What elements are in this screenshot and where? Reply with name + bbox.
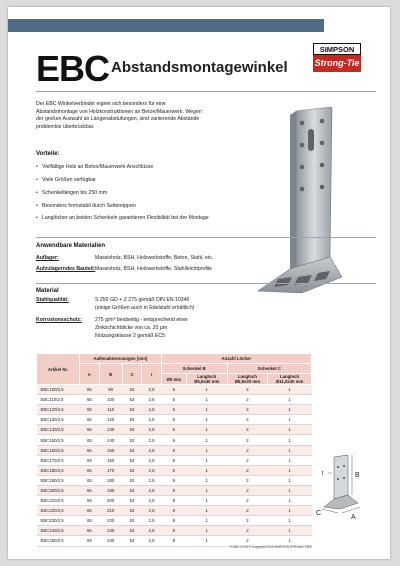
col-group-leg-c: Schenkel C xyxy=(227,364,311,374)
table-cell: EBC100/2,5 xyxy=(37,385,80,395)
angle-bracket-photo xyxy=(252,107,344,295)
advantage-item: • Vielfältige Holz an Beton/Mauerwerk Anschlüsse xyxy=(42,164,153,170)
table-cell: 2,5 xyxy=(142,425,161,435)
table-cell: 1 xyxy=(186,465,227,475)
applicable-materials-title: Anwendbare Materialien xyxy=(36,243,106,249)
col-group-dimensions: Außenabmessungen [mm] xyxy=(80,354,162,364)
table-cell: 2,5 xyxy=(142,485,161,495)
table-cell: EBC210/2,5 xyxy=(37,496,80,506)
table-cell: 2 xyxy=(227,536,268,546)
table-cell: 2,5 xyxy=(142,506,161,516)
advantages-title: Vorteile: xyxy=(36,151,60,157)
col-hole-5: Ø5 mm xyxy=(161,374,186,385)
table-row xyxy=(37,455,312,465)
product-code: EBC xyxy=(36,48,110,89)
header-bar xyxy=(8,19,324,32)
table-cell: 1 xyxy=(268,475,312,485)
dimension-diagram xyxy=(314,453,374,521)
table-cell: 8 xyxy=(161,526,186,536)
table-row xyxy=(37,385,312,395)
table-cell: EBC180/2,5 xyxy=(37,465,80,475)
table-cell: 2,5 xyxy=(142,526,161,536)
table-row xyxy=(37,485,312,495)
table-cell: 1 xyxy=(268,465,312,475)
table-cell: 110 xyxy=(99,405,122,415)
section-divider xyxy=(36,283,376,284)
table-cell: EBC170/2,5 xyxy=(37,455,80,465)
table-cell: 53 xyxy=(122,496,142,506)
logo-strongtie: Strong-Tie xyxy=(313,55,361,72)
table-cell: 1 xyxy=(186,485,227,495)
table-cell: 2,5 xyxy=(142,445,161,455)
table-cell: 1 xyxy=(186,506,227,516)
table-cell: 1 xyxy=(268,395,312,405)
table-row xyxy=(37,395,312,405)
table-cell: 1 xyxy=(268,526,312,536)
table-cell: 1 xyxy=(186,496,227,506)
table-cell: 1 xyxy=(268,445,312,455)
table-cell: EBC250/2,5 xyxy=(37,536,80,546)
table-cell: 65 xyxy=(80,455,100,465)
section-divider xyxy=(36,237,376,238)
table-cell: 53 xyxy=(122,425,142,435)
table-cell: 53 xyxy=(122,475,142,485)
table-cell: 2 xyxy=(227,496,268,506)
dim-t-label: t xyxy=(322,471,324,477)
table-cell: 90 xyxy=(99,385,122,395)
table-cell: 65 xyxy=(80,465,100,475)
table-cell: 65 xyxy=(80,485,100,495)
table-cell: 2 xyxy=(227,445,268,455)
advantage-item: • Besonders formstabil durch Seitenrippen xyxy=(42,203,136,209)
dim-a-label: A xyxy=(351,514,356,521)
table-row xyxy=(37,465,312,475)
col-group-leg-b: Schenkel B xyxy=(161,364,227,374)
table-row xyxy=(37,445,312,455)
table-cell: 2 xyxy=(227,465,268,475)
footer-copyright: F-EBC-0718 © Copyright 2018 SIMPSON STRONG-TIE® xyxy=(230,545,312,549)
corrosion-line: 275 g/m² beidseitig - entsprechend einer xyxy=(95,317,188,323)
table-cell: 1 xyxy=(268,455,312,465)
table-cell: 1 xyxy=(186,425,227,435)
table-cell: 210 xyxy=(99,506,122,516)
slot-3-size: Ø11,5x30 mm xyxy=(275,379,304,384)
table-cell: 130 xyxy=(99,425,122,435)
table-cell: 1 xyxy=(186,415,227,425)
slot-2-label: Langloch xyxy=(237,374,257,379)
table-cell: 2 xyxy=(227,455,268,465)
table-cell: 220 xyxy=(99,516,122,526)
table-cell: 53 xyxy=(122,415,142,425)
table-cell: 6 xyxy=(161,415,186,425)
table-cell: 1 xyxy=(186,405,227,415)
advantage-item: • Langlöcher an beiden Schenkeln garantieren Flexibilität bei der Montage xyxy=(42,215,209,221)
table-cell: 8 xyxy=(161,536,186,546)
table-cell: 53 xyxy=(122,485,142,495)
table-cell: 1 xyxy=(268,425,312,435)
table-cell: 53 xyxy=(122,516,142,526)
table-cell: 230 xyxy=(99,526,122,536)
col-t: t xyxy=(142,364,161,385)
support-label: Auflager: xyxy=(36,255,59,261)
table-cell: EBC130/2,5 xyxy=(37,415,80,425)
table-cell: 2 xyxy=(227,425,268,435)
table-cell: 2 xyxy=(227,475,268,485)
table-cell: 240 xyxy=(99,536,122,546)
table-cell: 170 xyxy=(99,465,122,475)
table-cell: EBC150/2,5 xyxy=(37,435,80,445)
table-cell: 2 xyxy=(227,395,268,405)
dimensions-table xyxy=(36,353,312,547)
table-cell: 65 xyxy=(80,506,100,516)
table-row xyxy=(37,516,312,526)
table-cell: 65 xyxy=(80,435,100,445)
table-cell: 65 xyxy=(80,536,100,546)
steel-quality-line: S 250 GD + Z 275 gemäß DIN EN 10346 xyxy=(95,297,190,303)
table-cell: 1 xyxy=(186,526,227,536)
simpson-strong-tie-logo xyxy=(313,43,361,75)
table-cell: 6 xyxy=(161,425,186,435)
product-name: Abstandsmontagewinkel xyxy=(111,59,288,76)
table-cell: 6 xyxy=(161,445,186,455)
table-cell: 2,5 xyxy=(142,536,161,546)
dim-b-label: B xyxy=(355,472,360,479)
table-cell: EBC200/2,5 xyxy=(37,485,80,495)
corrosion-line: Zinkschichtdicke von ca. 20 µm xyxy=(95,325,168,331)
table-cell: 65 xyxy=(80,395,100,405)
advantage-item: • Schenkellängen bis 250 mm xyxy=(42,190,107,196)
table-row xyxy=(37,526,312,536)
table-row xyxy=(37,506,312,516)
corrosion-label: Korrosionsschutz: xyxy=(36,317,82,323)
table-cell: 6 xyxy=(161,405,186,415)
table-cell: 2,5 xyxy=(142,465,161,475)
table-cell: 2,5 xyxy=(142,496,161,506)
table-cell: 65 xyxy=(80,445,100,455)
table-cell: 2 xyxy=(227,516,268,526)
table-cell: 1 xyxy=(186,475,227,485)
table-cell: 53 xyxy=(122,395,142,405)
table-cell: 53 xyxy=(122,506,142,516)
datasheet-page xyxy=(8,7,390,559)
table-cell: 8 xyxy=(161,496,186,506)
table-cell: 2 xyxy=(227,526,268,536)
table-cell: 1 xyxy=(268,516,312,526)
intro-text: Der EBC Winkelverbinder eignet sich besonders für eine Abstandsmontage von Holzkonstruktionen an Beton/Mauerwerk. Wegen der großen Auswahl an Längenabstufungen, sind variierende Abstände problemlos überbrückbar. xyxy=(36,101,202,130)
slot-3-label: Langloch xyxy=(280,374,300,379)
table-cell: 2,5 xyxy=(142,435,161,445)
table-cell: 53 xyxy=(122,455,142,465)
table-cell: 1 xyxy=(268,415,312,425)
table-cell: 120 xyxy=(99,415,122,425)
table-cell: 6 xyxy=(161,435,186,445)
table-cell: 100 xyxy=(99,395,122,405)
table-row xyxy=(37,496,312,506)
material-title: Material xyxy=(36,288,59,294)
col-slot-2 xyxy=(227,374,268,385)
table-cell: 1 xyxy=(186,516,227,526)
table-cell: 1 xyxy=(268,536,312,546)
table-cell: EBC160/2,5 xyxy=(37,445,80,455)
table-cell: 1 xyxy=(268,496,312,506)
table-cell: 1 xyxy=(186,385,227,395)
table-cell: EBC240/2,5 xyxy=(37,526,80,536)
col-group-holes: Anzahl Löcher xyxy=(161,354,311,364)
table-cell: 8 xyxy=(161,516,186,526)
col-c: C xyxy=(122,364,142,385)
table-cell: 8 xyxy=(161,506,186,516)
table-cell: 1 xyxy=(186,395,227,405)
table-cell: 6 xyxy=(161,395,186,405)
table-cell: 65 xyxy=(80,385,100,395)
col-b: B xyxy=(99,364,122,385)
table-row xyxy=(37,475,312,485)
table-cell: 2 xyxy=(227,485,268,495)
table-cell: 65 xyxy=(80,415,100,425)
slot-2-size: Ø5,5x30 mm xyxy=(234,379,261,384)
table-cell: 8 xyxy=(161,485,186,495)
table-cell: 53 xyxy=(122,445,142,455)
table-cell: 1 xyxy=(268,385,312,395)
table-cell: 2 xyxy=(227,385,268,395)
support-value: Massivholz, BSH, Holzwerkstoffe, Beton, Stahl, etc. xyxy=(95,255,214,261)
table-cell: 53 xyxy=(122,536,142,546)
table-cell: 53 xyxy=(122,435,142,445)
table-cell: 53 xyxy=(122,465,142,475)
table-cell: 190 xyxy=(99,485,122,495)
corrosion-line: Nutzungsklasse 2 gemäß EC5 xyxy=(95,333,166,339)
table-cell: 2,5 xyxy=(142,405,161,415)
table-cell: 6 xyxy=(161,475,186,485)
table-cell: 6 xyxy=(161,465,186,475)
table-cell: 6 xyxy=(161,455,186,465)
table-cell: 65 xyxy=(80,496,100,506)
table-cell: 2,5 xyxy=(142,395,161,405)
table-cell: 6 xyxy=(161,385,186,395)
table-cell: EBC220/2,5 xyxy=(37,506,80,516)
table-cell: 160 xyxy=(99,455,122,465)
table-cell: 65 xyxy=(80,475,100,485)
table-cell: 150 xyxy=(99,445,122,455)
table-row xyxy=(37,435,312,445)
slot-1-label: Langloch xyxy=(197,374,217,379)
table-cell: EBC190/2,5 xyxy=(37,475,80,485)
table-cell: 1 xyxy=(268,506,312,516)
table-cell: EBC110/2,5 xyxy=(37,395,80,405)
col-article: Artikel Nr. xyxy=(37,354,80,385)
table-cell: 1 xyxy=(186,536,227,546)
table-cell: 65 xyxy=(80,405,100,415)
steel-quality-label: Stahlqualität: xyxy=(36,297,69,303)
table-cell: 53 xyxy=(122,385,142,395)
table-cell: 2,5 xyxy=(142,455,161,465)
table-row xyxy=(37,405,312,415)
table-cell: EBC230/2,5 xyxy=(37,516,80,526)
table-cell: 2 xyxy=(227,405,268,415)
table-cell: 1 xyxy=(268,405,312,415)
table-cell: 1 xyxy=(186,445,227,455)
supported-part-value: Massivholz, BSH, Holzwerkstoffe, Stahlleichtprofile xyxy=(95,266,212,272)
table-cell: 1 xyxy=(186,435,227,445)
col-slot-1 xyxy=(186,374,227,385)
slot-1-size: Ø5,5x40 mm xyxy=(194,379,220,384)
table-cell: 180 xyxy=(99,475,122,485)
header-divider xyxy=(36,91,376,92)
supported-part-label: Aufzulagerndes Bauteil: xyxy=(36,266,96,272)
table-cell: 140 xyxy=(99,435,122,445)
table-cell: 65 xyxy=(80,526,100,536)
steel-quality-line: (einige Größen auch in Edelstahl erhältlich) xyxy=(95,305,195,311)
table-cell: 2 xyxy=(227,435,268,445)
table-cell: EBC140/2,5 xyxy=(37,425,80,435)
table-cell: 2 xyxy=(227,506,268,516)
table-cell: 1 xyxy=(268,485,312,495)
dim-c-label: C xyxy=(316,510,322,517)
table-cell: 2 xyxy=(227,415,268,425)
table-cell: 1 xyxy=(186,455,227,465)
table-cell: 2,5 xyxy=(142,475,161,485)
table-row xyxy=(37,415,312,425)
col-a: A xyxy=(80,364,100,385)
table-cell: 65 xyxy=(80,425,100,435)
table-cell: 2,5 xyxy=(142,385,161,395)
logo-simpson: SIMPSON xyxy=(313,43,361,55)
table-cell: 1 xyxy=(268,435,312,445)
advantage-item: • Viele Größen verfügbar xyxy=(42,177,96,183)
col-slot-3 xyxy=(268,374,312,385)
table-cell: EBC120/2,5 xyxy=(37,405,80,415)
table-cell: 2,5 xyxy=(142,415,161,425)
table-cell: 53 xyxy=(122,405,142,415)
table-cell: 2,5 xyxy=(142,516,161,526)
table-row xyxy=(37,425,312,435)
table-cell: 53 xyxy=(122,526,142,536)
table-cell: 65 xyxy=(80,516,100,526)
table-cell: 200 xyxy=(99,496,122,506)
